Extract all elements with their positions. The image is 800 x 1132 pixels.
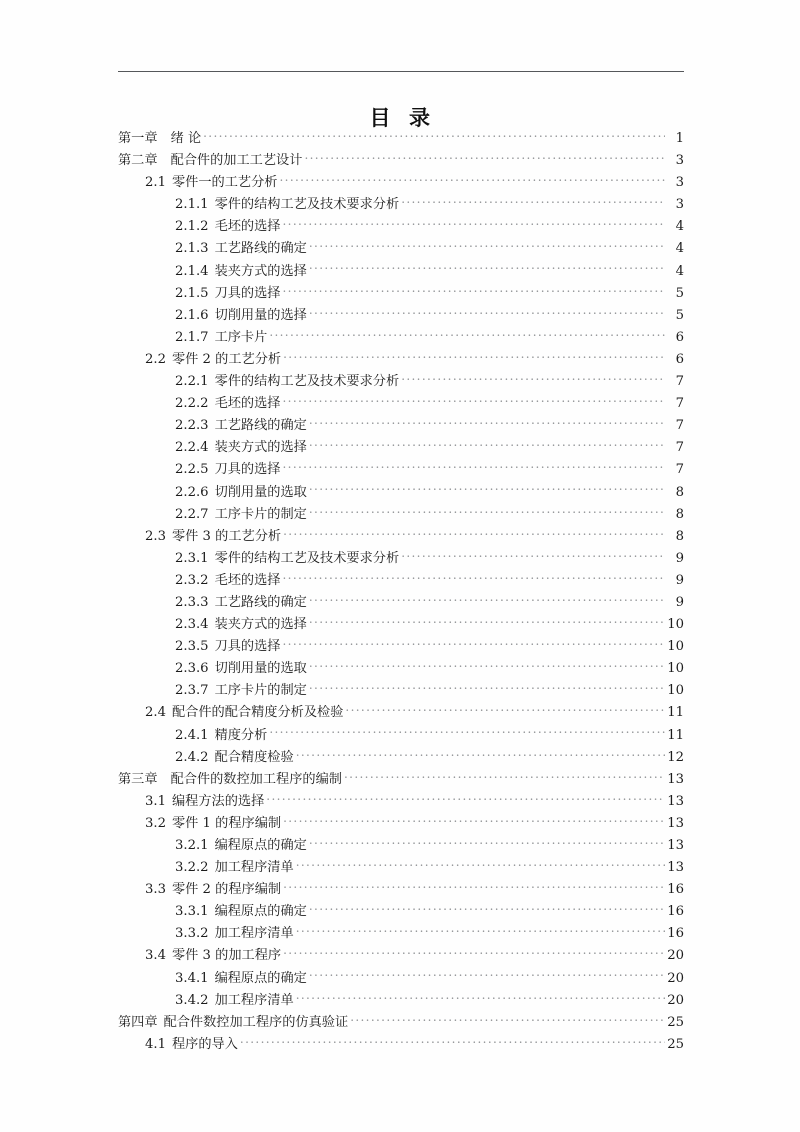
toc-entry-number: 3.2.2 bbox=[175, 860, 209, 876]
toc-entry-label: 编程原点的确定 bbox=[214, 970, 307, 986]
toc-entry-label: 零件 2 的程序编制 bbox=[171, 882, 282, 898]
toc-entry-number: 3.3.1 bbox=[175, 904, 209, 920]
toc-entry-page-number: 5 bbox=[675, 307, 684, 323]
toc-entry-number: 2.4.2 bbox=[175, 749, 209, 765]
toc-entry-number: 3.4.1 bbox=[175, 970, 209, 986]
toc-entry-number: 4.1 bbox=[145, 1036, 166, 1052]
toc-entry-number: 2.2.4 bbox=[175, 440, 209, 456]
toc-entry-page-number: 8 bbox=[675, 528, 684, 544]
toc-entry-number: 2.1.5 bbox=[175, 285, 209, 301]
toc-dot-leader bbox=[283, 636, 666, 650]
toc-entry[interactable] bbox=[0, 1034, 800, 1056]
toc-entry-page-number: 6 bbox=[675, 329, 684, 345]
toc-entry[interactable] bbox=[0, 968, 800, 990]
toc-entry-label: 零件 3 的加工程序 bbox=[171, 948, 282, 964]
toc-entry[interactable] bbox=[0, 813, 800, 835]
toc-entry-page-number: 4 bbox=[675, 241, 684, 257]
toc-entry-label: 配合件数控加工程序的仿真验证 bbox=[163, 1014, 349, 1030]
toc-dot-leader bbox=[309, 482, 665, 496]
toc-dot-leader bbox=[283, 393, 666, 407]
toc-entry-page-number: 10 bbox=[667, 683, 684, 699]
toc-entry-page-number: 20 bbox=[667, 992, 684, 1008]
toc-entry[interactable] bbox=[0, 437, 800, 459]
toc-entry-label: 工艺路线的确定 bbox=[214, 241, 307, 257]
toc-entry-number: 2.3.6 bbox=[175, 661, 209, 677]
toc-entry-label: 程序的导入 bbox=[171, 1036, 238, 1052]
toc-entry-page-number: 7 bbox=[675, 396, 684, 412]
toc-entry-label: 装夹方式的选择 bbox=[214, 440, 307, 456]
toc-entry-number: 2.3.5 bbox=[175, 639, 209, 655]
toc-entry[interactable] bbox=[0, 725, 800, 747]
toc-entry[interactable] bbox=[0, 283, 800, 305]
toc-dot-leader bbox=[266, 791, 665, 805]
toc-entry-page-number: 10 bbox=[667, 661, 684, 677]
toc-entry-label: 编程原点的确定 bbox=[214, 838, 307, 853]
toc-entry-label: 装夹方式的选择 bbox=[214, 263, 307, 279]
toc-entry-number: 2.1.2 bbox=[175, 219, 209, 235]
toc-entry-number: 第三章 bbox=[118, 771, 158, 787]
toc-entry[interactable] bbox=[0, 702, 800, 724]
toc-entry-label: 零件一的工艺分析 bbox=[171, 175, 278, 191]
toc-entry-label: 切削用量的选择 bbox=[214, 307, 307, 323]
toc-entry-number: 2.3.4 bbox=[175, 617, 209, 633]
toc-entry-number: 2.3 bbox=[145, 528, 166, 544]
toc-dot-leader bbox=[401, 548, 665, 562]
toc-entry-number: 2.4.1 bbox=[175, 727, 209, 743]
toc-dot-leader bbox=[283, 283, 666, 297]
toc-entry-page-number: 8 bbox=[675, 484, 684, 500]
toc-dot-leader bbox=[309, 680, 665, 694]
toc-entry-number: 2.3.3 bbox=[175, 594, 209, 610]
toc-dot-leader bbox=[203, 128, 665, 142]
toc-entry-label: 零件的结构工艺及技术要求分析 bbox=[214, 374, 400, 390]
toc-entry-label: 工艺路线的确定 bbox=[214, 594, 307, 610]
toc-entry-label: 加工程序清单 bbox=[214, 860, 294, 876]
toc-dot-leader bbox=[350, 1012, 665, 1026]
table-of-contents bbox=[0, 128, 800, 1056]
toc-entry-page-number: 20 bbox=[667, 948, 684, 964]
toc-entry-number: 2.1.1 bbox=[175, 197, 209, 213]
toc-entry-label: 配合件的配合精度分析及检验 bbox=[171, 705, 344, 721]
toc-entry-page-number: 10 bbox=[667, 617, 684, 633]
toc-entry-number: 2.3.1 bbox=[175, 550, 209, 566]
toc-entry[interactable] bbox=[0, 349, 800, 371]
toc-dot-leader bbox=[309, 261, 665, 275]
toc-entry[interactable] bbox=[0, 504, 800, 526]
toc-dot-leader bbox=[283, 879, 665, 893]
toc-entry[interactable] bbox=[0, 945, 800, 967]
toc-dot-leader bbox=[309, 238, 665, 252]
toc-entry-page-number: 13 bbox=[667, 771, 684, 787]
toc-dot-leader bbox=[279, 172, 665, 186]
toc-entry-label: 刀具的选择 bbox=[214, 462, 281, 478]
toc-entry[interactable] bbox=[0, 879, 800, 901]
toc-entry-page-number: 9 bbox=[675, 572, 684, 588]
toc-dot-leader bbox=[283, 813, 665, 827]
toc-entry[interactable] bbox=[0, 459, 800, 481]
toc-dot-leader bbox=[283, 349, 665, 363]
toc-entry-page-number: 3 bbox=[675, 197, 684, 213]
toc-entry-label: 绪 论 bbox=[170, 131, 202, 146]
toc-dot-leader bbox=[345, 702, 665, 716]
toc-dot-leader bbox=[309, 968, 665, 982]
toc-entry-label: 零件 1 的程序编制 bbox=[171, 815, 282, 831]
toc-entry-label: 编程方法的选择 bbox=[171, 793, 265, 809]
toc-entry-number: 第二章 bbox=[118, 153, 158, 169]
toc-entry[interactable] bbox=[0, 636, 800, 658]
toc-entry-page-number: 3 bbox=[675, 175, 684, 191]
toc-entry[interactable] bbox=[0, 393, 800, 415]
toc-entry-label: 工序卡片 bbox=[214, 329, 268, 345]
toc-entry[interactable] bbox=[0, 128, 800, 150]
toc-entry-page-number: 9 bbox=[675, 594, 684, 610]
toc-dot-leader bbox=[309, 305, 665, 319]
toc-entry-page-number: 12 bbox=[667, 749, 684, 765]
toc-entry-page-number: 10 bbox=[667, 639, 684, 655]
toc-entry[interactable] bbox=[0, 901, 800, 923]
toc-entry-number: 2.1 bbox=[145, 175, 166, 191]
toc-entry[interactable] bbox=[0, 570, 800, 592]
toc-entry-number: 2.1.6 bbox=[175, 307, 209, 323]
toc-entry-number: 2.2.6 bbox=[175, 484, 209, 500]
toc-entry-label: 零件 3 的工艺分析 bbox=[171, 528, 282, 544]
toc-entry-label: 零件的结构工艺及技术要求分析 bbox=[214, 550, 400, 566]
toc-entry[interactable] bbox=[0, 923, 800, 945]
toc-entry-number: 2.2.7 bbox=[175, 506, 209, 522]
toc-entry-number: 2.3.2 bbox=[175, 572, 209, 588]
toc-entry-page-number: 1 bbox=[675, 131, 684, 146]
toc-entry-label: 毛坯的选择 bbox=[214, 396, 281, 412]
toc-entry[interactable] bbox=[0, 857, 800, 879]
toc-dot-leader bbox=[296, 923, 665, 937]
toc-entry-page-number: 25 bbox=[667, 1014, 684, 1030]
toc-entry[interactable] bbox=[0, 769, 800, 791]
toc-entry-label: 毛坯的选择 bbox=[214, 572, 281, 588]
toc-dot-leader bbox=[309, 415, 665, 429]
toc-entry-page-number: 11 bbox=[667, 705, 684, 721]
toc-entry-number: 2.2.3 bbox=[175, 418, 209, 434]
toc-entry-number: 第一章 bbox=[118, 131, 158, 146]
toc-entry-number: 3.3 bbox=[145, 882, 166, 898]
toc-entry[interactable] bbox=[0, 238, 800, 260]
toc-entry[interactable] bbox=[0, 592, 800, 614]
toc-entry[interactable] bbox=[0, 548, 800, 570]
toc-dot-leader bbox=[296, 857, 665, 871]
toc-dot-leader bbox=[309, 437, 665, 451]
toc-entry-label: 刀具的选择 bbox=[214, 285, 281, 301]
toc-entry[interactable] bbox=[0, 482, 800, 504]
toc-entry[interactable] bbox=[0, 1012, 800, 1034]
toc-dot-leader bbox=[283, 459, 666, 473]
toc-dot-leader bbox=[283, 216, 666, 230]
toc-entry-label: 刀具的选择 bbox=[214, 639, 281, 655]
toc-dot-leader bbox=[309, 504, 665, 518]
toc-entry-number: 2.2.1 bbox=[175, 374, 209, 390]
toc-entry-number: 3.2 bbox=[145, 815, 166, 831]
toc-entry[interactable] bbox=[0, 261, 800, 283]
toc-entry-page-number: 7 bbox=[675, 418, 684, 434]
toc-entry[interactable] bbox=[0, 150, 800, 172]
toc-entry-page-number: 20 bbox=[667, 970, 684, 986]
toc-entry-label: 精度分析 bbox=[214, 727, 268, 743]
toc-entry-page-number: 3 bbox=[675, 153, 684, 169]
toc-entry-label: 加工程序清单 bbox=[214, 992, 294, 1008]
toc-entry-label: 工序卡片的制定 bbox=[214, 506, 307, 522]
toc-dot-leader bbox=[296, 990, 665, 1004]
toc-dot-leader bbox=[309, 901, 665, 915]
title-char-mu: 目 bbox=[369, 106, 391, 130]
toc-dot-leader bbox=[283, 526, 665, 540]
toc-entry-number: 3.4 bbox=[145, 948, 166, 964]
toc-entry[interactable] bbox=[0, 415, 800, 437]
toc-entry-number: 3.1 bbox=[145, 793, 166, 809]
toc-dot-leader bbox=[283, 570, 666, 584]
toc-entry-number: 3.2.1 bbox=[175, 838, 209, 853]
toc-entry-page-number: 13 bbox=[667, 838, 684, 853]
toc-entry[interactable] bbox=[0, 305, 800, 327]
toc-dot-leader bbox=[309, 658, 665, 672]
toc-entry-number: 2.1.3 bbox=[175, 241, 209, 257]
toc-entry-page-number: 16 bbox=[667, 904, 684, 920]
toc-entry-number: 3.4.2 bbox=[175, 992, 209, 1008]
toc-entry-label: 切削用量的选取 bbox=[214, 661, 307, 677]
toc-entry[interactable] bbox=[0, 172, 800, 194]
toc-entry-label: 工序卡片的制定 bbox=[214, 683, 307, 699]
toc-entry-page-number: 7 bbox=[675, 440, 684, 456]
toc-entry[interactable] bbox=[0, 680, 800, 702]
toc-entry[interactable] bbox=[0, 614, 800, 636]
title-char-lu: 录 bbox=[409, 106, 431, 130]
toc-entry-page-number: 5 bbox=[675, 285, 684, 301]
toc-entry-page-number: 4 bbox=[675, 219, 684, 235]
toc-entry-label: 零件的结构工艺及技术要求分析 bbox=[214, 197, 400, 213]
toc-entry-number: 2.2.5 bbox=[175, 462, 209, 478]
toc-entry-page-number: 13 bbox=[667, 793, 684, 809]
header-rule bbox=[118, 71, 684, 72]
toc-entry-number: 第四章 bbox=[118, 1014, 158, 1030]
toc-entry-page-number: 4 bbox=[675, 263, 684, 279]
toc-entry-page-number: 16 bbox=[667, 926, 684, 942]
toc-dot-leader bbox=[296, 747, 665, 761]
toc-entry-number: 2.4 bbox=[145, 705, 166, 721]
toc-entry-page-number: 7 bbox=[675, 462, 684, 478]
toc-dot-leader bbox=[309, 592, 665, 606]
toc-entry-label: 配合精度检验 bbox=[214, 749, 294, 765]
toc-entry-page-number: 13 bbox=[667, 815, 684, 831]
toc-dot-leader bbox=[269, 725, 665, 739]
toc-entry-label: 配合件的加工工艺设计 bbox=[170, 153, 303, 169]
toc-entry-page-number: 11 bbox=[667, 727, 684, 743]
toc-entry-label: 工艺路线的确定 bbox=[214, 418, 307, 434]
toc-entry-number: 2.2 bbox=[145, 351, 166, 367]
toc-entry-number: 3.3.2 bbox=[175, 926, 209, 942]
toc-entry[interactable] bbox=[0, 327, 800, 349]
toc-dot-leader bbox=[283, 945, 665, 959]
toc-entry[interactable] bbox=[0, 526, 800, 548]
toc-entry-page-number: 7 bbox=[675, 374, 684, 390]
toc-entry[interactable] bbox=[0, 658, 800, 680]
toc-entry-label: 切削用量的选取 bbox=[214, 484, 307, 500]
toc-entry[interactable] bbox=[0, 216, 800, 238]
toc-entry-label: 装夹方式的选择 bbox=[214, 617, 307, 633]
toc-entry[interactable] bbox=[0, 371, 800, 393]
toc-entry-page-number: 16 bbox=[667, 882, 684, 898]
toc-dot-leader bbox=[309, 835, 665, 849]
toc-dot-leader bbox=[304, 150, 665, 164]
toc-entry-label: 编程原点的确定 bbox=[214, 904, 307, 920]
toc-dot-leader bbox=[269, 327, 665, 341]
toc-entry-number: 2.1.4 bbox=[175, 263, 209, 279]
toc-entry-page-number: 9 bbox=[675, 550, 684, 566]
toc-entry[interactable] bbox=[0, 990, 800, 1012]
toc-entry[interactable] bbox=[0, 194, 800, 216]
toc-entry[interactable] bbox=[0, 835, 800, 857]
toc-dot-leader bbox=[240, 1034, 665, 1048]
toc-entry[interactable] bbox=[0, 791, 800, 813]
toc-entry-page-number: 25 bbox=[667, 1036, 684, 1052]
toc-entry-page-number: 13 bbox=[667, 860, 684, 876]
toc-entry-label: 配合件的数控加工程序的编制 bbox=[170, 771, 342, 787]
toc-entry-page-number: 6 bbox=[675, 351, 684, 367]
toc-entry-page-number: 8 bbox=[675, 506, 684, 522]
toc-entry-label: 加工程序清单 bbox=[214, 926, 294, 942]
toc-entry-label: 毛坯的选择 bbox=[214, 219, 281, 235]
toc-entry-number: 2.3.7 bbox=[175, 683, 209, 699]
toc-entry-label: 零件 2 的工艺分析 bbox=[171, 351, 282, 367]
toc-dot-leader bbox=[401, 194, 665, 208]
toc-dot-leader bbox=[344, 769, 665, 783]
toc-dot-leader bbox=[401, 371, 665, 385]
toc-dot-leader bbox=[309, 614, 665, 628]
toc-entry-number: 2.1.7 bbox=[175, 329, 209, 345]
toc-entry[interactable] bbox=[0, 747, 800, 769]
toc-entry-number: 2.2.2 bbox=[175, 396, 209, 412]
